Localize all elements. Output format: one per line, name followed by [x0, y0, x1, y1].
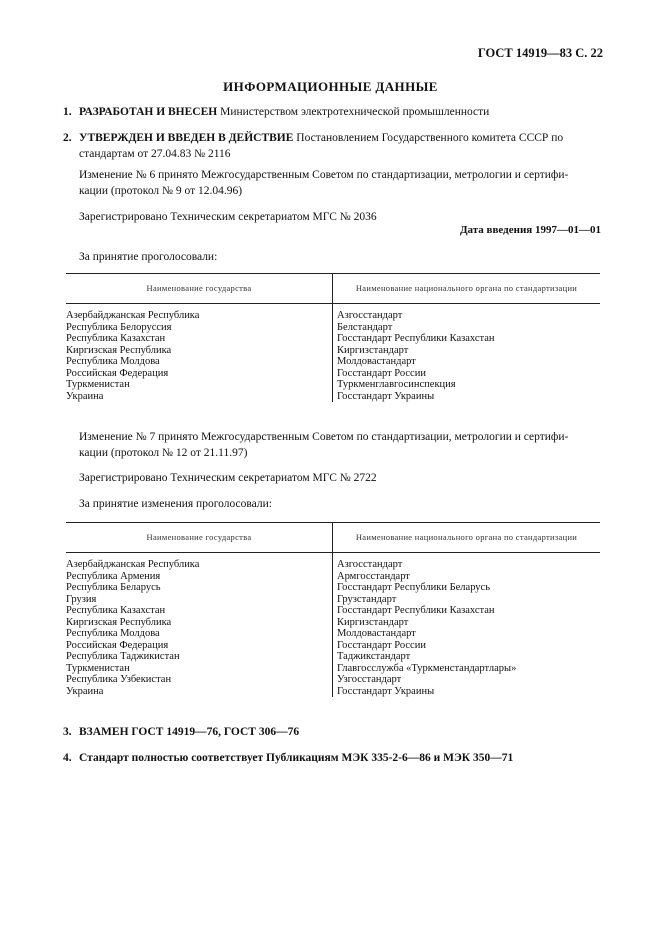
- bodies-column: [333, 304, 601, 403]
- state-row: Грузия: [66, 593, 97, 605]
- table-header-body: Наименование национального органа по стандартизации: [333, 523, 601, 553]
- body-row: Госстандарт России: [337, 639, 426, 651]
- state-row: Российская Федерация: [66, 639, 169, 651]
- body-row: Грузстандарт: [337, 593, 397, 605]
- item-2-number: 2.: [63, 132, 72, 144]
- change-6-vote-label: За принятие проголосовали:: [79, 251, 218, 263]
- body-row: Госстандарт Республики Казахстан: [337, 605, 495, 616]
- item-2-text-line1: Постановлением Государственного комитета СССР по: [296, 132, 564, 144]
- body-row: Туркменглавгосинспекция: [337, 379, 456, 390]
- item-2-bold: УТВЕРЖДЕН И ВВЕДЕН В ДЕЙСТВИЕ: [79, 132, 294, 144]
- change-6-registered: Зарегистрировано Техническим секретариатом МГС № 2036: [79, 211, 377, 223]
- change-7-vote-label: За принятие изменения проголосовали:: [79, 498, 272, 510]
- state-row: Республика Молдова: [66, 628, 160, 639]
- state-row: Азербайджанская Республика: [66, 310, 200, 321]
- table-header-body: Наименование национального органа по стандартизации: [333, 274, 601, 304]
- body-row: Главгосслужба «Туркменстандартлары»: [337, 662, 517, 674]
- item-1: [63, 104, 608, 120]
- state-row: Республика Таджикистан: [66, 651, 180, 662]
- change-7-line1: Изменение № 7 принято Межгосударственным Советом по стандартизации, метрологии и сертифи-: [79, 431, 569, 443]
- state-row: Республика Беларусь: [66, 582, 161, 593]
- body-row: Белстандарт: [337, 321, 393, 333]
- change-6-text: [79, 167, 604, 199]
- body-row: Госстандарт Украины: [337, 685, 435, 697]
- body-row: Госстандарт России: [337, 367, 426, 379]
- states-column: [66, 553, 333, 698]
- table-header-state: Наименование государства: [66, 523, 333, 553]
- state-row: Республика Казахстан: [66, 605, 166, 616]
- body-row: Армгосстандарт: [337, 570, 410, 582]
- table-header-state: Наименование государства: [66, 274, 333, 304]
- body-row: Азгосстандарт: [337, 559, 403, 570]
- body-row: Узгосстандарт: [337, 674, 402, 685]
- body-row: Госстандарт Республики Казахстан: [337, 333, 495, 344]
- state-row: Республика Белоруссия: [66, 321, 172, 333]
- change-6-line1: Изменение № 6 принято Межгосударственным Советом по стандартизации, метрологии и сертифи-: [79, 169, 569, 181]
- state-row: Украина: [66, 390, 104, 402]
- change-7-line2: кации (протокол № 12 от 21.11.97): [79, 447, 248, 459]
- change-6-line2: кации (протокол № 9 от 12.04.96): [79, 185, 243, 197]
- change-7-text: [79, 429, 604, 461]
- item-3: [63, 724, 299, 740]
- vote-table-change-7: [66, 522, 600, 697]
- item-3-text: ВЗАМЕН ГОСТ 14919—76, ГОСТ 306—76: [79, 726, 300, 738]
- state-row: Украина: [66, 685, 104, 697]
- states-column: [66, 304, 333, 403]
- item-4-text: Стандарт полностью соответствует Публикациям МЭК 335-2-6—86 и МЭК 350—71: [79, 752, 514, 764]
- state-row: Туркменистан: [66, 662, 130, 674]
- item-4: [63, 750, 513, 766]
- body-row: Киргизстандарт: [337, 616, 409, 628]
- state-row: Республика Узбекистан: [66, 674, 172, 685]
- bodies-column: [333, 553, 601, 698]
- state-row: Республика Казахстан: [66, 333, 166, 344]
- document-reference: ГОСТ 14919—83 С. 22: [477, 46, 603, 60]
- change-6-date: Дата введения 1997—01—01: [459, 224, 601, 236]
- body-row: Таджикстандарт: [337, 651, 411, 662]
- item-1-bold: РАЗРАБОТАН И ВНЕСЕН: [79, 106, 218, 118]
- vote-table-change-6: [66, 273, 600, 402]
- body-row: Госстандарт Республики Беларусь: [337, 582, 491, 593]
- body-row: Госстандарт Украины: [337, 390, 435, 402]
- body-row: Молдовастандарт: [337, 356, 416, 367]
- item-3-number: 3.: [63, 726, 72, 738]
- item-2: [63, 130, 608, 162]
- body-row: Киргизстандарт: [337, 344, 409, 356]
- item-4-number: 4.: [63, 752, 72, 764]
- item-1-text: Министерством электротехнической промышленности: [220, 106, 490, 118]
- state-row: Российская Федерация: [66, 367, 169, 379]
- state-row: Киргизская Республика: [66, 616, 172, 628]
- state-row: Киргизская Республика: [66, 344, 172, 356]
- state-row: Туркменистан: [66, 379, 130, 390]
- body-row: Молдовастандарт: [337, 628, 416, 639]
- item-2-text-line2: стандартам от 27.04.83 № 2116: [79, 148, 231, 160]
- item-1-number: 1.: [63, 106, 72, 118]
- page-title: ИНФОРМАЦИОННЫЕ ДАННЫЕ: [223, 79, 438, 94]
- state-row: Республика Армения: [66, 570, 161, 582]
- state-row: Республика Молдова: [66, 356, 160, 367]
- state-row: Азербайджанская Республика: [66, 559, 200, 570]
- change-7-registered: Зарегистрировано Техническим секретариатом МГС № 2722: [79, 472, 377, 484]
- body-row: Азгосстандарт: [337, 310, 403, 321]
